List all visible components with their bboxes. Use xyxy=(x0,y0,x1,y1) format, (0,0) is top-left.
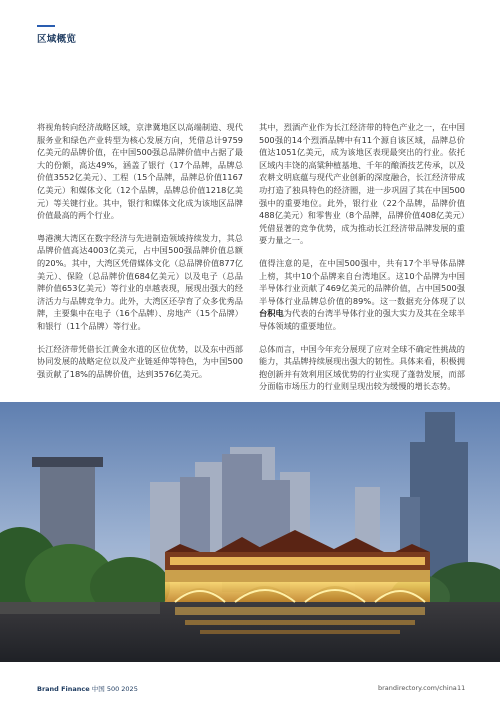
city-bridge-photo xyxy=(0,402,500,662)
paragraph-liquor-industry: 其中，烈酒产业作为长江经济带的特色产业之一，在中国500强的14个烈酒品牌中有11个源自该区域，品牌总价值达1051亿美元，成为该地区表现最突出的行业。依托区域内丰饶的高粱种植基地、千年的酿酒技艺传承，以及农耕文明底蕴与现代产业创新的深度融合，长江经济带成功打造了独具特色的经济圈，进一步巩固了其在中国500强中的重要地位。此外，银行业（22个品牌，品牌价值488亿美元）和零售业（8个品牌，品牌价值408亿美元）凭借显著的竞争优势，成为推动长江经济带品牌发展的重要力量之一。 xyxy=(259,122,465,246)
footer-brand-name: Brand Finance xyxy=(37,685,90,693)
footer-brand-suffix: 中国 500 2025 xyxy=(91,685,138,693)
paragraph-greater-bay-area: 粤港澳大湾区在数字经济与先进制造领域持续发力，其总品牌价值高达4003亿美元，占中国500强品牌价值总额的20%。其中，大湾区凭借媒体文化（总品牌价值877亿美元）、保险（总品牌价值684亿美元）以及电子（总品牌价值653亿美元）等行业的卓越表现，展现出强大的经济活力与品牌竞争力。此外，大湾区还孕育了众多优秀品牌，主要集中在电子（16个品牌）、房地产（15个品牌）和银行（11个品牌）等行业。 xyxy=(37,232,243,331)
footer-url[interactable]: brandirectory.com/china xyxy=(378,684,457,692)
body-columns xyxy=(37,121,465,391)
page-number: 11 xyxy=(457,684,466,692)
paragraph-yangtze-economic-belt: 长江经济带凭借长江黄金水道的区位优势，以及东中西部协同发展的战略定位以及产业链延伸等特色，为中国500强贡献了18%的品牌价值，达到3576亿美元。 xyxy=(37,343,243,379)
semiconductor-text-start: 值得注意的是，在中国500强中，共有17个半导体品牌上榜，其中10个品牌来自台湾地区。这10个品牌为中国半导体行业贡献了469亿美元的品牌价值，占中国500强半导体行业品牌总价值的89%。这一数据充分体现了以 xyxy=(259,257,465,306)
section-accent-rule xyxy=(37,25,55,27)
paragraph-conclusion: 总体而言，中国今年充分展现了应对全球不确定性挑战的能力，其品牌持续展现出强大的韧性。具体来看，积极拥抱创新并有效利用区域优势的行业实现了蓬勃发展，而部分面临市场压力的行业则呈现出较为缓慢的增长态势。 xyxy=(259,343,465,392)
left-embankment xyxy=(0,602,160,614)
paragraph-semiconductor xyxy=(259,257,465,333)
right-column xyxy=(259,121,465,403)
tsmc-highlight: 台积电 xyxy=(259,308,284,319)
footer-brand xyxy=(37,684,138,693)
page-footer xyxy=(0,676,500,706)
paragraph-jingjinji: 将视角转向经济战略区域，京津冀地区以高端制造、现代服务业和绿色产业转型为核心发展方向，凭借总计9759亿美元的品牌价值，在中国500强总品牌价值中占据了最大的份额，高达49%，涵盖了银行（17个品牌，品牌总价值3552亿美元）、工程（15个品牌，品牌总价值1167亿美元）和媒体文化（12个品牌，品牌总价值1218亿美元）等关键行业。其中，银行和媒体文化成为该地区品牌价值最高的两个行业。 xyxy=(37,122,243,221)
section-title: 区域概览 xyxy=(37,34,77,45)
photo-illustration xyxy=(0,402,500,662)
semiconductor-text-end: 为代表的台湾半导体行业的强大实力及其在全球半导体领域的重要地位。 xyxy=(259,308,465,331)
left-column xyxy=(37,121,243,390)
